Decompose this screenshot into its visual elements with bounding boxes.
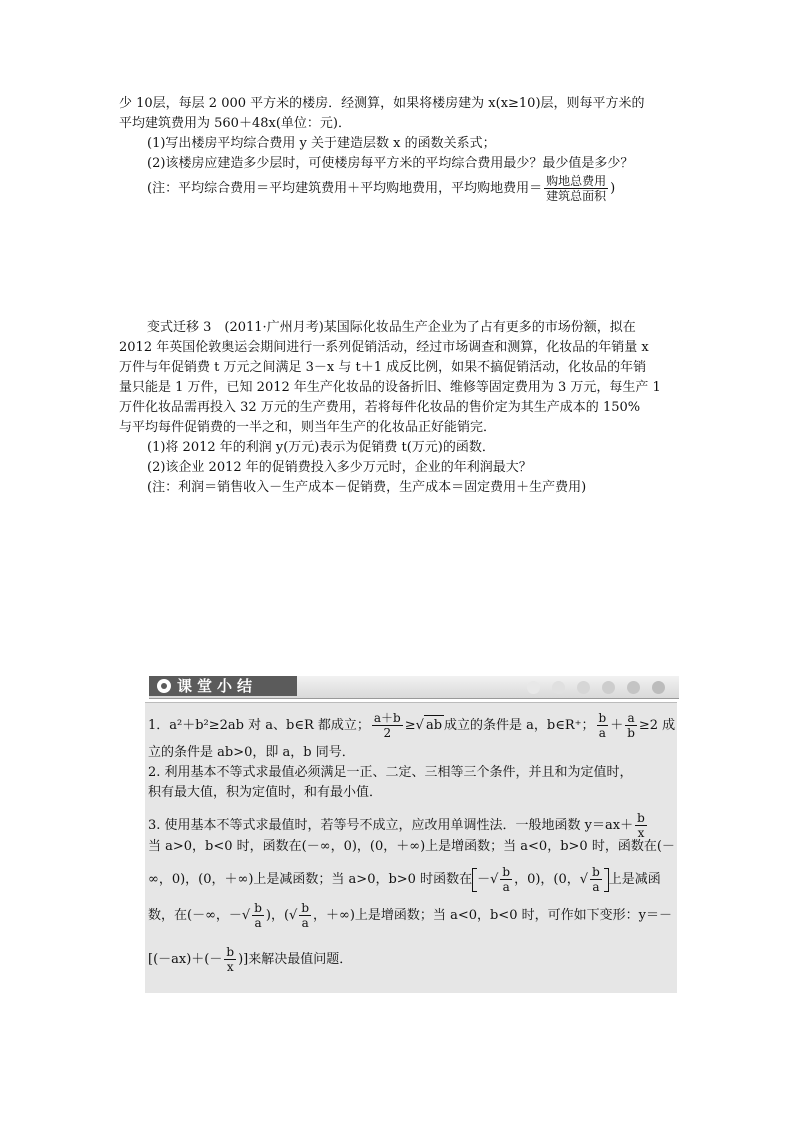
sqrt-ab: ab xyxy=(424,715,444,736)
line-4-part-a: 数，在(－∞，－ xyxy=(148,908,242,923)
problem-note xyxy=(147,174,707,203)
plus-sign: ＋ xyxy=(610,718,624,733)
line-3-part-c: ，0)，(0， xyxy=(514,872,580,887)
problem-line-2: 平均建筑费用为 560＋48x(单位：元)． xyxy=(119,116,351,131)
fraction-b-over-a xyxy=(597,711,609,740)
variant-question-1: (1)将 2012 年的利润 y(万元)表示为促销费 t(万元)的函数． xyxy=(147,440,495,455)
sqrt-symbol: √ xyxy=(579,872,589,887)
fraction-denominator: a xyxy=(301,916,309,930)
fraction-denominator: b xyxy=(627,726,635,740)
fraction-numerator: b xyxy=(254,901,262,915)
variant-line-5: 万件化妆品需再投入 32 万元的生产费用，若将每件化妆品的售价定为其生产成本的 150% xyxy=(119,400,641,415)
summary-item-1-line-2: 立的条件是 ab>0，即 a，b 同号． xyxy=(148,745,355,760)
line-3-part-a: ∞，0)，(0，＋∞)上是减函数；当 a>0，b>0 时函数在 xyxy=(148,872,473,887)
summary-item-3-line-5 xyxy=(148,945,674,974)
fraction-b-over-a xyxy=(500,865,512,894)
variant-line-6: 与平均每件促销费的一半之和，则当年生产的化妆品正好能销完． xyxy=(119,420,497,435)
variant-line-3: 万件与年促销费 t 万元之间满足 3－x 与 t＋1 成反比例，如果不搞促销活动，化妆品的年销 xyxy=(119,360,647,375)
problem-note-numerator: 购地总费用 xyxy=(546,174,607,188)
fraction-denominator: 2 xyxy=(383,726,392,740)
line-5-part-b: )]来解决最值问题． xyxy=(238,952,353,967)
dot-icon xyxy=(652,681,665,694)
summary-title-text: 课堂小结 xyxy=(177,677,258,695)
summary-item-2-line-2: 积有最大值，积为定值时，和有最小值． xyxy=(148,785,383,800)
dot-icon xyxy=(627,681,640,694)
summary-item-3-line-4 xyxy=(148,901,674,930)
fraction-a-plus-b-over-2 xyxy=(372,711,403,740)
fraction-numerator: a＋b xyxy=(373,711,401,725)
problem-note-suffix: ) xyxy=(610,181,616,196)
dot-icon xyxy=(527,681,540,694)
line-3-part-d: 上是减函 xyxy=(608,872,661,887)
problem-line-1: 少 10层，每层 2 000 平方米的楼房．经测算，如果将楼房建为 x(x≥10)层，则每平方米的 xyxy=(119,96,645,111)
variant-question-2: (2)该企业 2012 年的促销费投入多少万元时，企业的年利润最大？ xyxy=(147,460,532,475)
variant-line-4: 量只能是 1 万件，已知 2012 年生产化妆品的设备折旧、维修等固定费用为 3 万元，每生产 1 xyxy=(119,380,661,395)
fraction-b-over-x xyxy=(635,811,647,840)
dot-icon xyxy=(577,681,590,694)
decorative-dots xyxy=(515,681,665,698)
fraction-b-over-x xyxy=(224,945,236,974)
line-5-part-a: [(－ax)＋(－ xyxy=(148,952,223,967)
fraction-denominator: a xyxy=(502,880,510,894)
fraction-denominator: a xyxy=(598,726,606,740)
summary-item-3-line-1 xyxy=(148,811,674,840)
fraction-b-over-a xyxy=(590,865,602,894)
line-4-part-b: )，( xyxy=(265,908,290,923)
fraction-denominator: x xyxy=(226,960,234,974)
problem-note-prefix: (注：平均综合费用＝平均建筑费用＋平均购地费用，平均购地费用＝ xyxy=(147,181,543,196)
fraction-denominator: a xyxy=(254,916,262,930)
fraction-b-over-a xyxy=(252,901,264,930)
variant-note: (注：利润＝销售收入－生产成本－促销费，生产成本＝固定费用＋生产费用) xyxy=(147,480,587,495)
sqrt-symbol: √ xyxy=(289,908,298,923)
fraction-numerator: b xyxy=(598,711,607,725)
fraction-numerator: b xyxy=(226,945,235,959)
summary-item-1 xyxy=(148,711,674,740)
fraction-numerator: b xyxy=(592,865,600,879)
summary-item-1-part-d: ≥2 成 xyxy=(638,718,676,733)
summary-header-bar xyxy=(149,676,679,699)
summary-body xyxy=(145,702,677,993)
summary-title xyxy=(149,676,297,696)
circle-bullet-icon xyxy=(157,679,171,693)
problem-note-denominator: 建筑总面积 xyxy=(546,189,607,203)
fraction-denominator: a xyxy=(592,880,600,894)
summary-item-3-line-2: 当 a>0，b<0 时，函数在(－∞，0)，(0，＋∞)上是增函数；当 a<0，b>0 时，函数在(－ xyxy=(148,839,675,854)
dot-icon xyxy=(552,681,565,694)
minus-sign: － xyxy=(477,872,491,887)
summary-item-1-geq: ≥ xyxy=(404,718,416,733)
fraction-a-over-b xyxy=(625,711,637,740)
variant-line-2: 2012 年英国伦敦奥运会期间进行一系列促销活动，经过市场调查和测算，化妆品的年销量 x xyxy=(119,340,649,355)
fraction-b-over-a xyxy=(299,901,311,930)
summary-item-3-text: 3. 使用基本不等式求最值时，若等号不成立，应改用单调性法．一般地函数 y＝ax＋ xyxy=(148,818,634,833)
summary-item-1-part-a: 1．a²＋b²≥2ab 对 a、b∈R 都成立； xyxy=(148,718,370,733)
fraction-numerator: b xyxy=(637,811,645,825)
fraction-numerator: b xyxy=(502,865,511,879)
sqrt-symbol: √ xyxy=(415,718,424,733)
summary-item-2-line-1: 2. 利用基本不等式求最值必须满足一正、二定、三相等三个条件，并且和为定值时， xyxy=(148,765,633,780)
problem-question-2: (2)该楼房应建造多少层时，可使楼房每平方米的平均综合费用最少？最少值是多少？ xyxy=(147,156,634,171)
dot-icon xyxy=(602,681,615,694)
summary-item-1-part-c: 成立的条件是 a，b∈R⁺； xyxy=(444,718,595,733)
problem-note-fraction xyxy=(544,174,608,203)
summary-item-3-line-3 xyxy=(148,865,674,894)
variant-line-1: 变式迁移 3 (2011·广州月考)某国际化妆品生产企业为了占有更多的市场份额，拟在 xyxy=(147,320,636,335)
line-4-part-c: ，＋∞)上是增函数；当 a<0，b<0 时，可作如下变形：y＝－ xyxy=(313,908,672,923)
fraction-denominator: x xyxy=(637,826,645,840)
sqrt-symbol: √ xyxy=(490,872,499,887)
problem-question-1: (1)写出楼房平均综合费用 y 关于建造层数 x 的函数关系式； xyxy=(147,136,496,151)
sqrt-symbol: √ xyxy=(241,908,251,923)
fraction-numerator: b xyxy=(301,901,310,915)
fraction-numerator: a xyxy=(627,711,635,725)
